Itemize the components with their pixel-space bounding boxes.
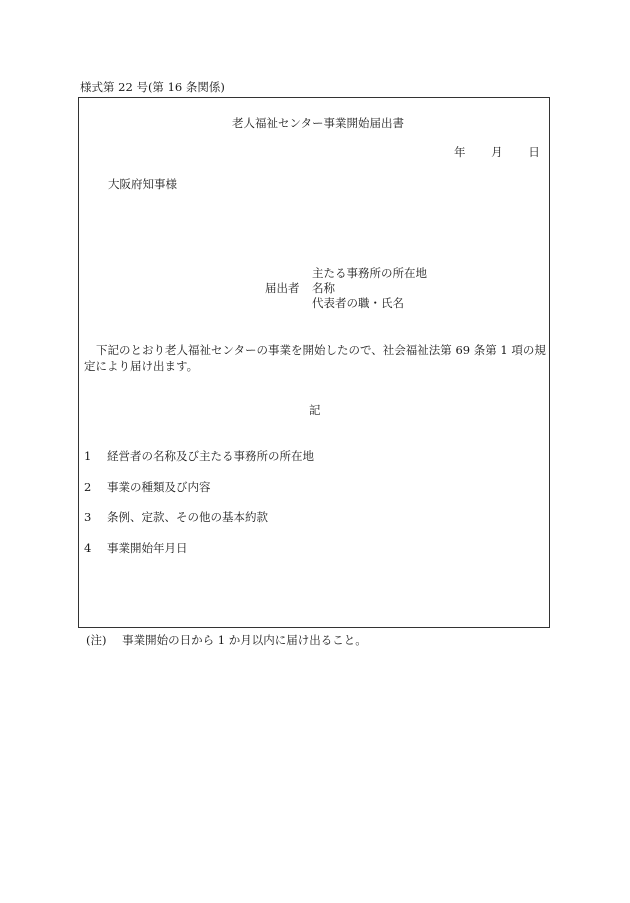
item-number: 1 [84,449,92,463]
applicant-name-label: 名称 [312,281,335,295]
applicant-address-label: 主たる事務所の所在地 [312,266,427,280]
list-item [84,449,314,463]
date-line [454,145,540,159]
applicant-representative-label: 代表者の職・氏名 [312,296,404,310]
body-text-line-1: 下記のとおり老人福祉センターの事業を開始したので、社会福祉法第 69 条第 1 項の規 [96,343,546,357]
date-year-label: 年 [454,145,466,159]
item-number: 3 [84,510,92,524]
list-item [84,541,187,555]
item-text: 事業開始年月日 [106,541,188,555]
date-month-label: 月 [491,145,503,159]
item-number: 2 [84,480,92,494]
item-number: 4 [84,541,92,555]
form-title: 老人福祉センター事業開始届出書 [232,116,405,130]
footnote-label: (注) [86,633,107,647]
body-text-line-2: 定により届け出ます。 [84,359,199,373]
footnote-text: 事業開始の日から 1 か月以内に届け出ること。 [122,633,367,647]
ki-heading: 記 [309,403,321,417]
list-item [84,510,268,524]
item-text: 条例、定款、その他の基本約款 [106,510,268,524]
form-number: 様式第 22 号(第 16 条関係) [80,80,225,94]
item-text: 経営者の名称及び主たる事務所の所在地 [106,449,314,463]
date-day-label: 日 [528,145,540,159]
item-text: 事業の種類及び内容 [106,480,211,494]
addressee: 大阪府知事様 [108,177,177,191]
footnote [86,633,367,647]
applicant-label: 届出者 [265,281,300,295]
list-item [84,480,210,494]
